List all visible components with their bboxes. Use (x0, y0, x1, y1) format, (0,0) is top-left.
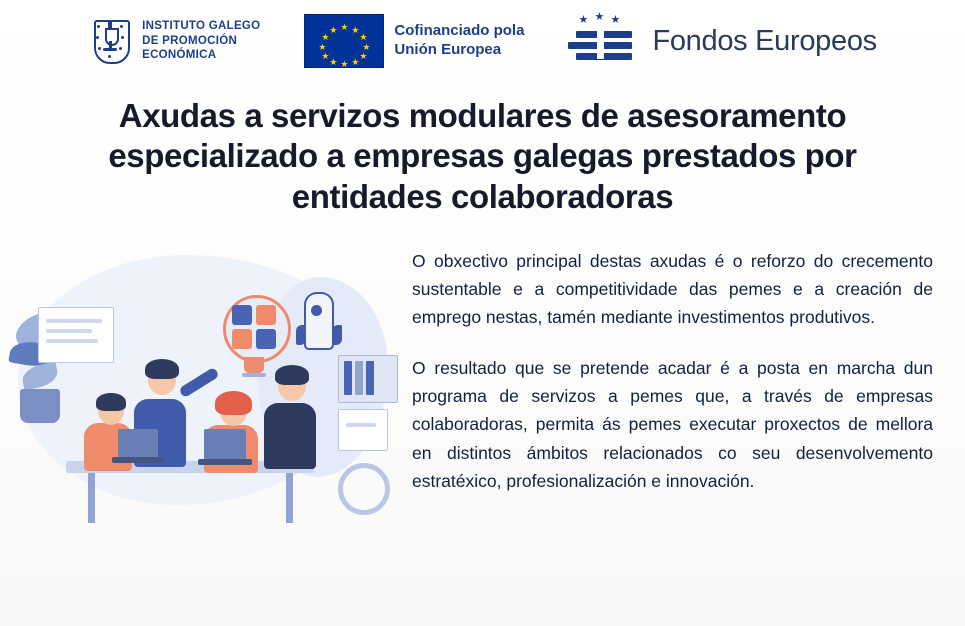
european-union-cofinancing-logo (304, 14, 524, 68)
fondos-europeos-text: Fondos Europeos (652, 24, 877, 57)
page-title: Axudas a servizos modulares de asesoramento especializado a empresas galegas prestados por entidades colaboradoras (108, 97, 857, 215)
eu-line-2: Unión Europea (394, 41, 502, 58)
eu-logo-text (394, 22, 524, 60)
content-area (0, 247, 965, 527)
paragraph-objective: O obxectivo principal destas axudas é o reforzo do crecemento sustentable e a competitividade das pemes e a creación de emprego nestas, tamén mediante investimentos produtivos. (412, 250, 933, 328)
paragraph-result: O resultado que se pretende acadar é a posta en marcha dun programa de servizos a pemes que, a través de empresas colaboradoras, permita ás pemes executar proxectos de mellora en distintos ámbitos relacionados co seu desenvolvemento estratéxico, profesionalización e innovación. (412, 357, 933, 492)
eu-line-1: Cofinanciado pola (394, 22, 525, 40)
galicia-coat-of-arms-icon (88, 16, 132, 66)
fondos-europeos-logo (568, 11, 877, 67)
igape-logo-text (142, 19, 260, 62)
text-column (398, 247, 947, 527)
igape-logo (88, 16, 260, 66)
logo-strip (0, 0, 965, 72)
igape-line-3: ECONÓMICA (142, 49, 217, 62)
igape-line-1: INSTITUTO GALEGO (142, 20, 261, 33)
team-collaboration-illustration (8, 247, 398, 527)
igape-line-2: DE PROMOCIÓN (142, 34, 238, 47)
eu-flag-icon: ★ ★ ★ ★ ★ ★ ★ ★ ★ ★ ★ ★ (304, 14, 384, 68)
fondos-europeos-icon: ★ ★ ★ (568, 15, 642, 67)
